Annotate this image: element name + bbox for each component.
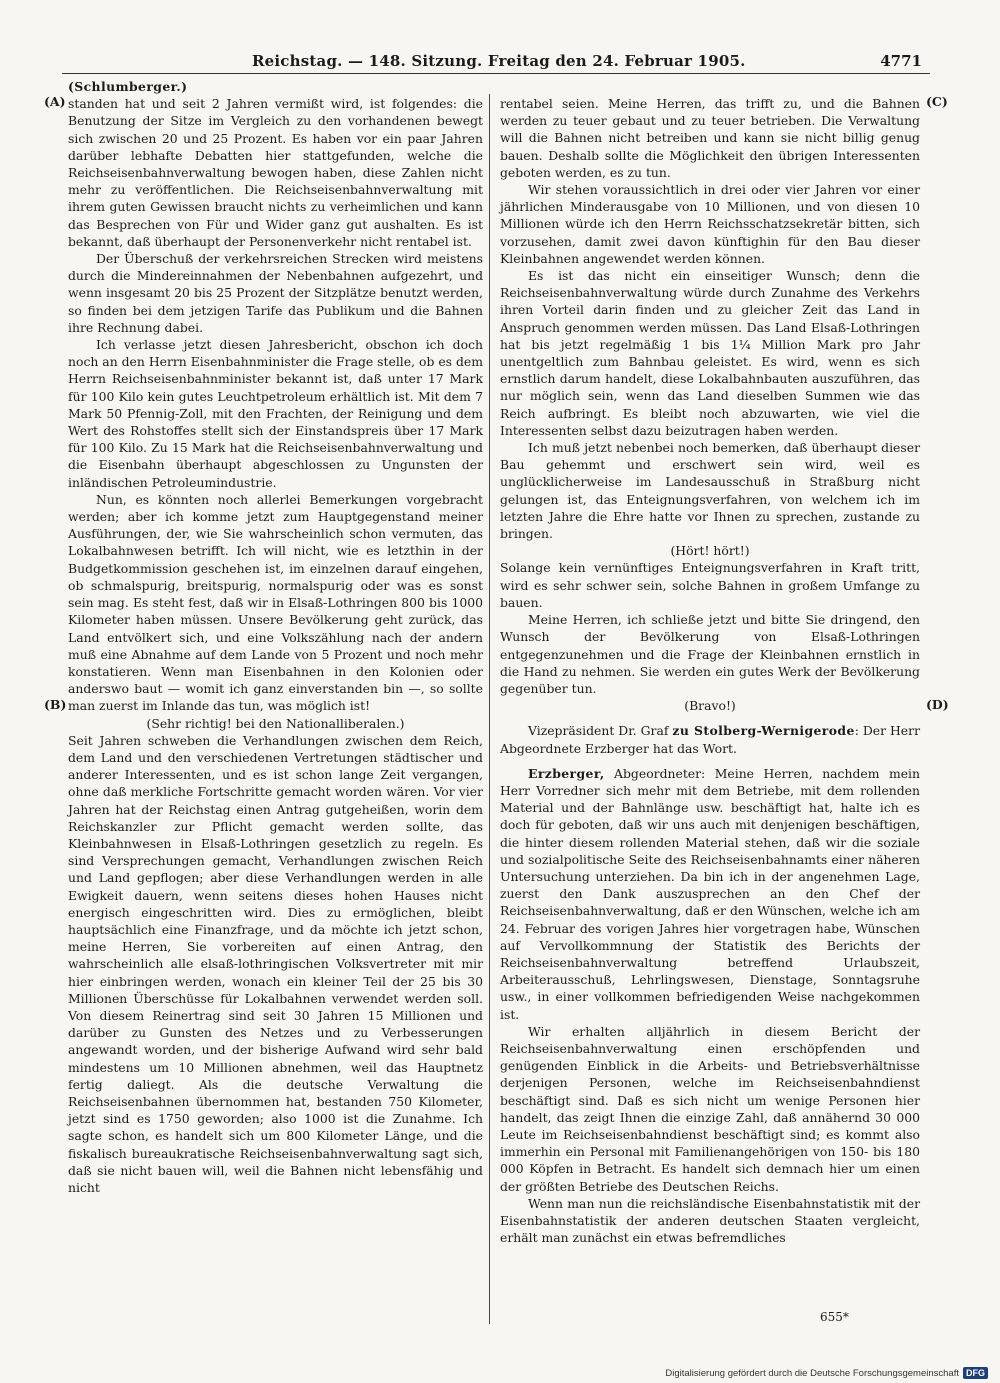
paragraph: Ich muß jetzt nebenbei noch bemerken, daß überhaupt dieser Bau gehemmt und erschwert sein wird, weil es unglücklicherweise im Landesausschuß in Straßburg nicht gelungen ist, das Enteignungsverfahren, von welchem ich im letzten Jahre die Ehre hatte vor Ihnen zu sprechen, zustande zu bringen. xyxy=(500,440,920,542)
header-title: Reichstag. — 148. Sitzung. Freitag den 24. Februar 1905. xyxy=(252,52,746,70)
interjection: (Bravo!) xyxy=(684,698,736,714)
footer xyxy=(665,1367,988,1379)
right-column xyxy=(500,95,920,1246)
paragraph: Es ist das nicht ein einseitiger Wunsch; denn die Reichseisenbahnverwaltung würde durch Zunahme des Verkehrs ihren Vorteil darin finden und zu gleicher Zeit das Land in Anspruch genommen werden müssen. Das Land Elsaß-Lothringen hat bis jetzt regelmäßig 1 bis 1¼ Million Mark pro Jahr unentgeltlich zum Bahnbau geleistet. Es wird, wenn es sich ernstlich darum handelt, diese Lokalbahnbauten auszuführen, das nur möglich sein, wenn das Land dieselben Summen wie das Reich aufbringt. Es bleibt noch abzuwarten, wie viel die Interessenten selbst dazu beizutragen haben werden. xyxy=(500,268,920,438)
left-column xyxy=(68,78,483,1196)
paragraph: Solange kein vernünftiges Enteignungsverfahren in Kraft tritt, wird es sehr schwer sein, solche Bahnen in großem Umfange zu bauen. xyxy=(500,560,920,610)
speaker-label: (Schlumberger.) xyxy=(68,79,188,94)
dfg-logo: DFG xyxy=(963,1367,988,1379)
vice-president-text: : Der Herr Abgeordnete Erzberger hat das Wort. xyxy=(500,723,920,756)
header-rule xyxy=(62,73,930,74)
paragraph: Der Überschuß der verkehrsreichen Strecken wird meistens durch die Mindereinnahmen der Nebenbahnen aufgezehrt, und wenn insgesamt 20 bis 25 Prozent der Sitzplätze benutzt werden, so finden bei dem jetzigen Tarife das Publikum und die Bahnen ihre Rechnung dabei. xyxy=(68,251,483,335)
interjection: (Hört! hört!) xyxy=(670,543,750,559)
paragraph: Wenn man nun die reichsländische Eisenbahnstatistik mit der Eisenbahnstatistik der anderen deutschen Staaten vergleicht, erhält man zunächst ein etwas befremdliches xyxy=(500,1195,920,1246)
paragraph: Meine Herren, ich schließe jetzt und bitte Sie dringend, den Wunsch der Bevölkerung von Elsaß-Lothringen entgegenzunehmen und die Frage der Kleinbahnen ernstlich in die Hand zu nehmen. Sie werden ein gutes Werk der Bevölkerung gegenüber tun. xyxy=(500,612,920,696)
margin-mark-a: (A) xyxy=(44,94,66,109)
margin-mark-c: (C) xyxy=(926,94,948,109)
footer-text: Digitalisierung gefördert durch die Deutsche Forschungsgemeinschaft xyxy=(665,1367,959,1379)
paragraph: standen hat und seit 2 Jahren vermißt wird, ist folgendes: die Benutzung der Sitze im Vergleich zu den vorhandenen bewegt sich zwischen 20 und 25 Prozent. Es haben vor ein paar Jahren darüber lebhafte Debatten hier stattgefunden, welche die Reichseisenbahnverwaltung bewogen haben, diese Zahlen nicht mehr zu veröffentlichen. Die Reichseisenbahnverwaltung mit ihrem guten Gewissen braucht nichts zu verheimlichen und kann das Besprechen von Für und Wider ganz gut aushalten. Es ist bekannt, daß überhaupt der Personenverkehr nicht rentabel ist. xyxy=(68,96,483,249)
margin-mark-b: (B) xyxy=(44,697,67,712)
speaker-paragraph xyxy=(500,765,920,1023)
paragraph: Seit Jahren schweben die Verhandlungen zwischen dem Reich, dem Land und den verschiedenen Vertretungen städtischer und anderer Interessenten, und es ist schon lange Zeit vergangen, ohne daß merkliche Fortschritte gemacht worden wären. Vor vier Jahren hat der Reichstag einen Antrag gutgeheißen, worin dem Reichskanzler zur Pflicht gemacht werden sollte, das Kleinbahnwesen in Elsaß-Lothringen gesetzlich zu regeln. Es sind Versprechungen gemacht, Verhandlungen zwischen Reich und Land gepflogen; aber diese Verhandlungen werden in alle Ewigkeit dauern, wenn seitens dieses hohen Hauses nicht energisch eingeschritten wird. Dies zu ermöglichen, bleibt hauptsächlich eine Finanzfrage, und da möchte ich jetzt schon, meine Herren, Sie vorbereiten auf einen Antrag, den wahrscheinlich alle elsaß-lothringischen Volksvertreter mit mir hier einbringen werden, wonach ein kleiner Teil der 25 bis 30 Millionen Überschüsse für Lokalbahnen verwendet werden soll. Von diesem Reinertrag sind seit 30 Jahren 15 Millionen und darüber zu Gunsten des Netzes und zu Verbesserungen angewandt worden, und der bisherige Aufwand wird sehr bald mindestens um 10 Millionen abnehmen, weil das Hauptnetz fertig daliegt. Als die deutsche Verwaltung die Reichseisenbahnen übernommen hat, bestanden 750 Kilometer, jetzt sind es 1750 geworden; also 1000 ist die Zunahme. Ich sagte schon, es handelt sich um 800 Kilometer Länge, und die fiskalisch bureaukratische Reichseisenbahnverwaltung sagt sich, daß sie nicht bauen will, weil die Bahnen nicht lebensfähig und nicht xyxy=(68,732,483,1195)
page-number: 4771 xyxy=(880,52,922,70)
vice-president-intro: Vizepräsident Dr. Graf xyxy=(528,723,669,739)
vice-president-paragraph xyxy=(500,722,920,756)
paragraph: Wir erhalten alljährlich in diesem Bericht der Reichseisenbahnverwaltung einen erschöpfenden und genügenden Einblick in die Arbeits- und Betriebsverhältnisse derjenigen Personen, welche im Reichseisenbahndienst beschäftigt sind. Daß es sich nicht um wenige Personen hier handelt, das zeigt Ihnen die einzige Zahl, daß annähernd 30 000 Leute im Reichseisenbahndienst beschäftigt sind; es kommt also immerhin ein Personal mit Familienangehörigen von 150- bis 180 000 Köpfen in Betracht. Es handelt sich demnach hier um einen der größten Betriebe des Deutschen Reichs. xyxy=(500,1023,920,1194)
vice-president-name: zu Stolberg-Wernigerode xyxy=(672,723,855,739)
paragraph: Nun, es könnten noch allerlei Bemerkungen vorgebracht werden; aber ich komme jetzt zum Hauptgegenstand meiner Ausführungen, der, wie Sie wahrscheinlich schon vermuten, das Lokalbahnwesen betrifft. Ich will nicht, wie es letzthin in der Budgetkommission geschehen ist, im einzelnen darauf eingehen, ob schmalspurig, breitspurig, normalspurig oder was es sonst sein mag. Es steht fest, daß wir in Elsaß-Lothringen 800 bis 1000 Kilometer haben müssen. Unsere Bevölkerung geht zurück, das Land entvölkert sich, und eine Volkszählung nach der andern muß eine Abnahme auf dem Lande von 5 Prozent und noch mehr konstatieren. Wenn man Eisenbahnen in den Kolonien oder anderswo baut — womit ich ganz einverstanden bin —, so sollte man zuerst im Inlande das tun, was möglich ist! xyxy=(68,491,483,714)
paragraph: Wir stehen voraussichtlich in drei oder vier Jahren vor einer jährlichen Minderausgabe von 10 Millionen, und von diesen 10 Millionen würde ich den Herrn Reichsschatzsekretär bitten, sich vorzusehen, damit zwei davon künftighin für den Bau dieser Kleinbahnen angewendet werden können. xyxy=(500,182,920,266)
margin-mark-d: (D) xyxy=(926,697,949,712)
column-divider xyxy=(489,94,490,1324)
page-header xyxy=(62,52,922,74)
paragraph: rentabel seien. Meine Herren, das trifft zu, und die Bahnen werden zu teuer gebaut und zu teuer betrieben. Die Verwaltung will die Bahnen nicht betreiben und kann sie nicht billig genug bauen. Deshalb sollte die Möglichkeit den übrigen Interessenten geboten werden, es zu tun. xyxy=(500,96,920,180)
paragraph: Ich verlasse jetzt diesen Jahresbericht, obschon ich doch noch an den Herrn Eisenbahnminister die Frage stelle, ob es dem Herrn Reichseisenbahnminister bekannt ist, daß unter 17 Mark für 100 Kilo kein gutes Leuchtpetroleum erhältlich ist. Mit dem 7 Mark 50 Pfennig-Zoll, mit den Frachten, der Reinigung und dem Wert des Rohstoffes stellt sich der Einstandspreis über 17 Mark für 100 Kilo. Zu 15 Mark hat die Reichseisenbahnverwaltung und die Eisenbahn überhaupt abgeschlossen zu Ungunsten der inländischen Petroleumindustrie. xyxy=(68,337,483,490)
speaker-name: Erzberger, xyxy=(528,765,605,781)
speaker-text: Abgeordneter: Meine Herren, nachdem mein Herr Vorredner sich mehr mit dem Betriebe, mit dem rollenden Material und der Bahnlänge usw. beschäftigt hat, halte ich es doch für geboten, daß wir uns auch mit denjenigen beschäftigen, die hinter diesem rollenden Material stehen, daß wir die soziale und sozialpolitische Seite des Reichseisenbahnamts einer näheren Untersuchung unterziehen. Da bin ich in der angenehmen Lage, zuerst den Dank auszusprechen an den Chef der Reichseisenbahnverwaltung, daß er den Wünschen, welche ich am 24. Februar des vorigen Jahres hier vorgetragen habe, Wünschen auf Vervollkommnung der Statistik des Berichts der Reichseisenbahnverwaltung betreffend Urlaubszeit, Arbeiterausschuß, Lehrlingswesen, Dienstage, Sonntagsruhe usw., in einer vollkommen befriedigenden Weise nachgekommen ist. xyxy=(500,765,920,1022)
interjection: (Sehr richtig! bei den Nationalliberalen.) xyxy=(146,715,405,731)
sheet-number: 655* xyxy=(820,1310,849,1324)
